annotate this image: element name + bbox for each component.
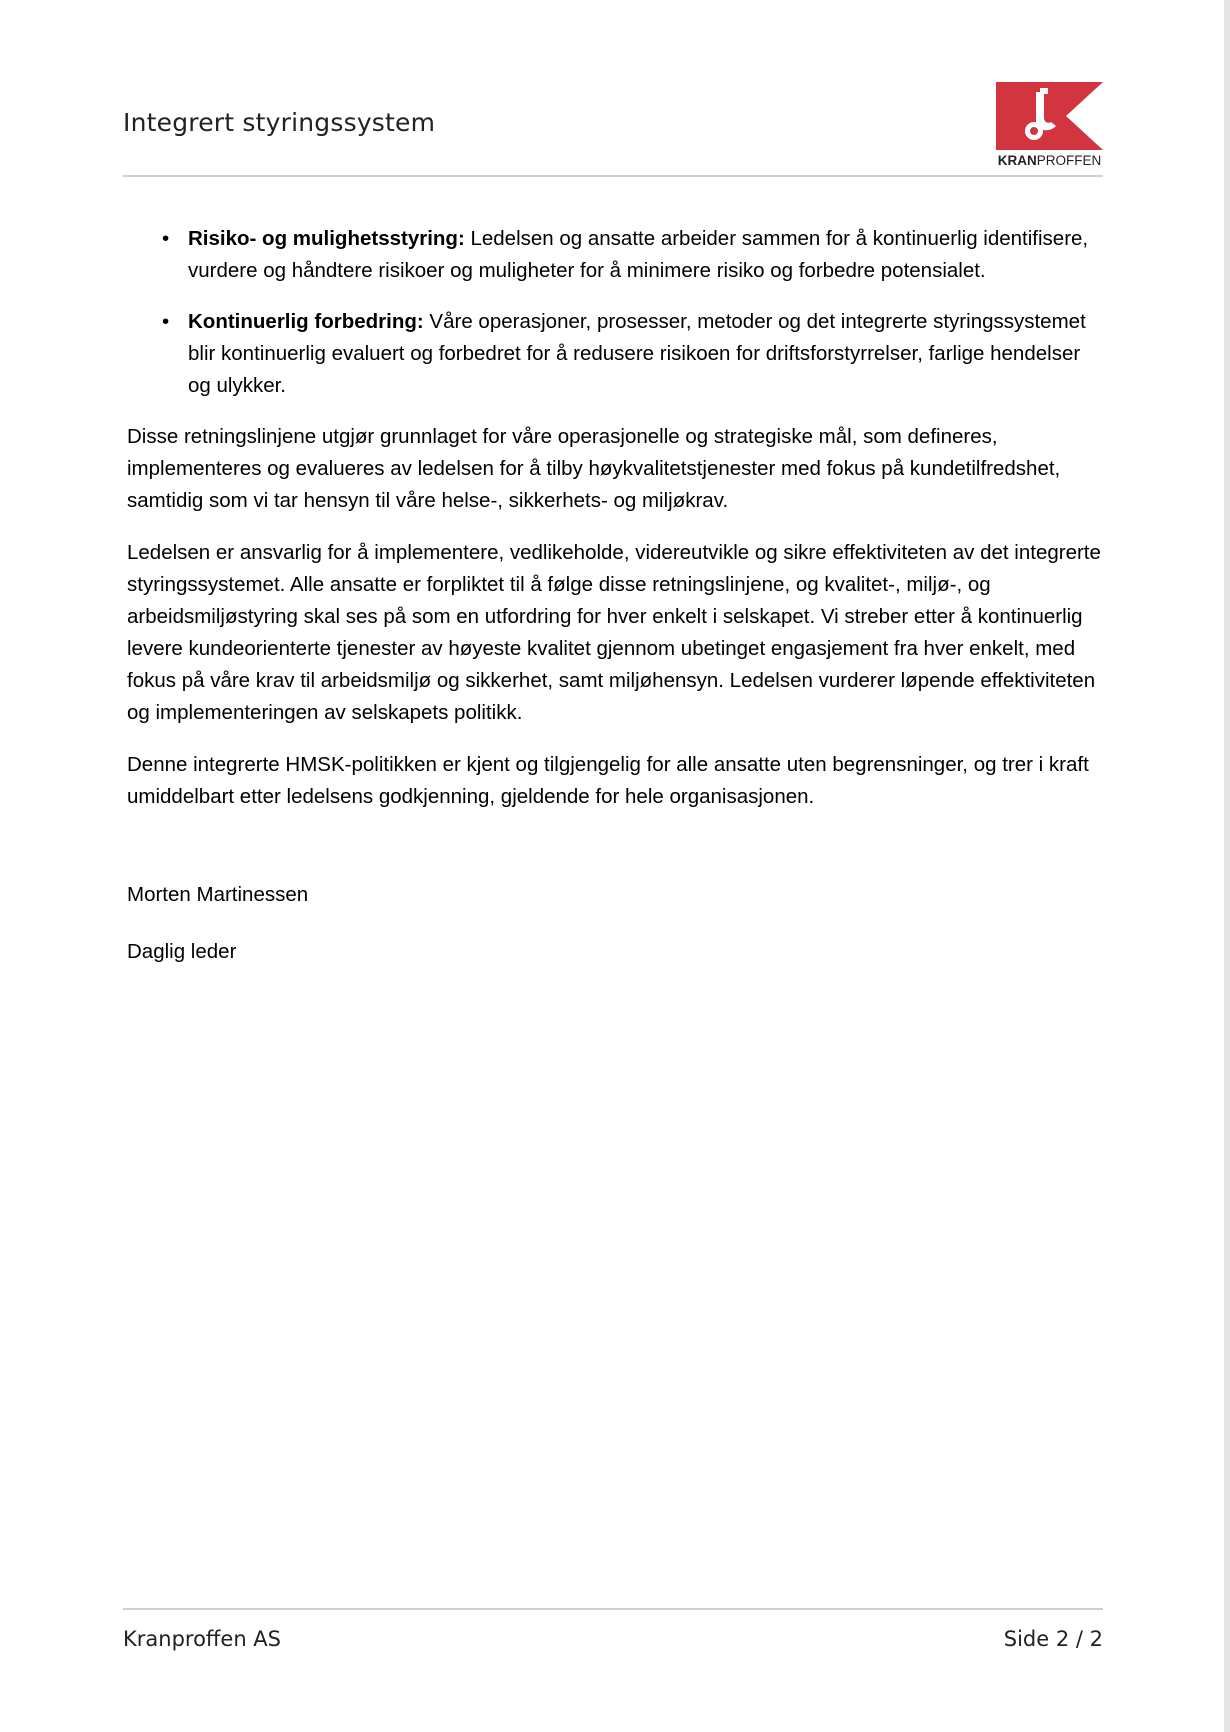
logo-wordmark-regular: PROFFEN: [1036, 153, 1102, 168]
document-body: [127, 223, 1107, 993]
header-divider: [123, 175, 1103, 177]
bullet-icon: •: [162, 310, 170, 333]
signatory-role: Daglig leder: [127, 940, 237, 963]
paragraph: Denne integrerte HMSK-politikken er kjent og tilgjengelig for alle ansatte uten begrensninger, og trer i kraft umiddelbart etter ledelsens godkjenning, gjeldende for hele organisasjonen.: [127, 753, 1089, 808]
logo-wordmark-bold: KRAN: [997, 153, 1037, 168]
footer-divider: [123, 1608, 1103, 1610]
policy-bullet-list: [127, 223, 1107, 402]
signature-block: [127, 879, 1107, 968]
bullet-term: Risiko- og mulighetsstyring:: [188, 227, 465, 250]
company-logo: [996, 82, 1103, 170]
bullet-text: Våre operasjoner, prosesser, metoder og det integrerte styringssystemet blir kontinuerlig evaluert og forbedret for å redusere risikoen for driftsforstyrrelser, farlige hendelser og ulykker.: [188, 310, 1086, 397]
list-item: [162, 306, 1107, 402]
bullet-term: Kontinuerlig forbedring:: [188, 310, 424, 333]
paragraph: Disse retningslinjene utgjør grunnlaget for våre operasjonelle og strategiske mål, som defineres, implementeres og evalueres av ledelsen for å tilby høykvalitetstjenester med fokus på kundetilfredshet, samtidig som vi tar hensyn til våre helse-, sikkerhets- og miljøkrav.: [127, 425, 1061, 512]
paragraph: Ledelsen er ansvarlig for å implementere, vedlikeholde, videreutvikle og sikre effektiviteten av det integrerte styringssystemet. Alle ansatte er forpliktet til å følge disse retningslinjene, og kvalitet-, miljø-, og arbeidsmiljøstyring skal ses på som en utfordring for hver enkelt i selskapet. Vi streber etter å kontinuerlig levere kundeorienterte tjenester av høyeste kvalitet gjennom ubetinget engasjement fra hver enkelt, med fokus på våre krav til arbeidsmiljø og sikkerhet, samt miljøhensyn. Ledelsen vurderer løpende effektiviteten og implementeringen av selskapets politikk.: [127, 541, 1101, 724]
list-item: [162, 223, 1107, 287]
page-edge-shadow: [1224, 0, 1230, 1732]
signatory-name: Morten Martinessen: [127, 883, 309, 906]
document-title: Integrert styringssystem: [123, 108, 436, 137]
kranproffen-logo-icon: [996, 82, 1103, 150]
bullet-icon: •: [162, 227, 170, 250]
bullet-text: Ledelsen og ansatte arbeider sammen for å kontinuerlig identifisere, vurdere og håndtere risikoer og muligheter for å minimere risiko og forbedre potensialet.: [188, 227, 1089, 282]
footer-company: Kranproffen AS: [123, 1627, 282, 1651]
page-number: Side 2 / 2: [1003, 1627, 1103, 1651]
page-header: [123, 78, 1103, 176]
logo-wordmark: [996, 153, 1103, 169]
